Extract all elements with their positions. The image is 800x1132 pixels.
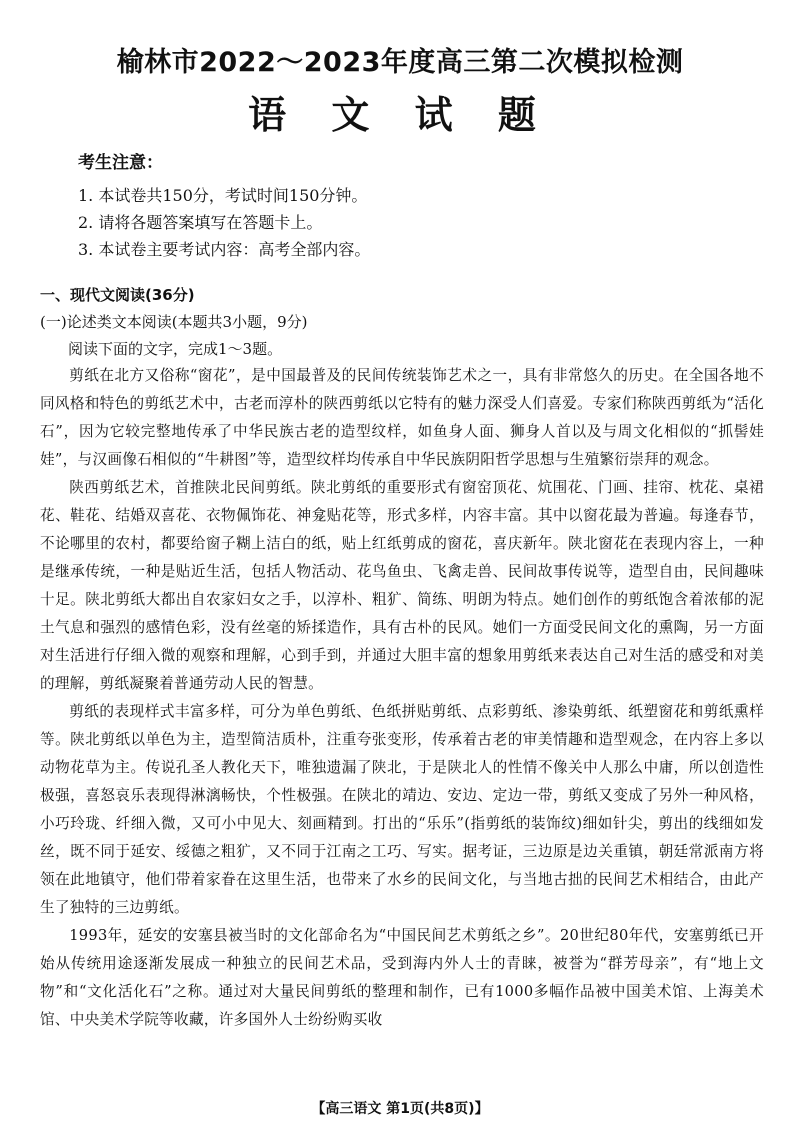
notice-item: 2. 请将各题答案填写在答题卡上。 xyxy=(78,213,323,232)
exam-title: 榆林市2022～2023年度高三第二次模拟检测 xyxy=(116,47,684,78)
passage-paragraph: 剪纸在北方又俗称“窗花”，是中国最普及的民间传统装饰艺术之一，具有非常悠久的历史。在全国各地不同风格和特色的剪纸艺术中，古老而淳朴的陕西剪纸以它特有的魅力深受人们喜爱。专家们称陕西剪纸为“活化石”，因为它较完整地传承了中华民族古老的造型纹样，如鱼身人面、狮身人首以及与周文化相似的“抓髻娃娃”，与汉画像石相似的“牛耕图”等，造型纹样均传承自中华民族阴阳哲学思想与生殖繁衍崇拜的观念。 xyxy=(40,367,764,468)
passage-paragraph: 剪纸的表现样式丰富多样，可分为单色剪纸、色纸拼贴剪纸、点彩剪纸、渗染剪纸、纸塑窗花和剪纸熏样等。陕北剪纸以单色为主，造型简洁质朴，注重夸张变形，传承着古老的审美情趣和造型观念，在内容上多以动物花草为主。传说孔圣人教化天下，唯独遗漏了陕北，于是陕北人的性情不像关中人那么中庸，所以创造性极强，喜怒哀乐表现得淋漓畅快，个性极强。在陕北的靖边、安边、定边一带，剪纸又变成了另外一种风格，小巧玲珑、纤细入微，又可小中见大、刻画精到。打出的“乐乐”(指剪纸的装饰纹)细如针尖，剪出的线细如发丝，既不同于延安、绥德之粗犷，又不同于江南之工巧、写实。据考证，三边原是边关重镇，朝廷常派南方将领在此地镇守，他们带着家眷在这里生活，也带来了水乡的民间文化，与当地古拙的民间艺术相结合，由此产生了独特的三边剪纸。 xyxy=(40,703,764,916)
notice-title: 考生注意： xyxy=(78,153,163,173)
subsection-heading: (一)论述类文本阅读(本题共3小题，9分) xyxy=(40,313,308,331)
passage-paragraph: 1993年，延安的安塞县被当时的文化部命名为“中国民间艺术剪纸之乡”。20世纪80年代，安塞剪纸已开始从传统用途逐渐发展成一种独立的民间艺术品，受到海内外人士的青睐，被誉为“群芳母亲”，有“地上文物”和“文化活化石”之称。通过对大量民间剪纸的整理和制作，已有1000多幅作品被中国美术馆、上海美术馆、中央美术学院等收藏，许多国外人士纷纷购买收 xyxy=(40,927,764,1028)
notice-item: 3. 本试卷主要考试内容：高考全部内容。 xyxy=(78,240,371,259)
notice-item: 1. 本试卷共150分，考试时间150分钟。 xyxy=(78,186,368,205)
subject-title: 语 文 试 题 xyxy=(248,93,552,137)
section-heading: 一、现代文阅读(36分) xyxy=(40,286,195,304)
reading-passage xyxy=(40,362,764,1034)
notice-block xyxy=(78,148,370,263)
passage-paragraph: 陕西剪纸艺术，首推陕北民间剪纸。陕北剪纸的重要形式有窗窑顶花、炕围花、门画、挂帘、枕花、桌裙花、鞋花、结婚双喜花、衣物佩饰花、神龛贴花等，形式多样，内容丰富。其中以窗花最为普遍。每逢春节，不论哪里的农村，都要给窗子糊上洁白的纸，贴上红纸剪成的窗花，喜庆新年。陕北窗花在表现内容上，一种是继承传统，一种是贴近生活，包括人物活动、花鸟鱼虫、飞禽走兽、民间故事传说等，造型自由，民间趣味十足。陕北剪纸大都出自农家妇女之手，以淳朴、粗犷、简练、明朗为特点。她们创作的剪纸饱含着浓郁的泥土气息和强烈的感情色彩，没有丝毫的矫揉造作，具有古朴的民风。她们一方面受民间文化的熏陶，另一方面对生活进行仔细入微的观察和理解，心到手到，并通过大胆丰富的想象用剪纸来表达自己对生活的感受和对美的理解，剪纸凝聚着普通劳动人民的智慧。 xyxy=(40,479,764,692)
reading-instruction: 阅读下面的文字，完成1～3题。 xyxy=(68,340,283,358)
page-footer: 【高三语文 第1页(共8页)】 xyxy=(311,1101,489,1117)
